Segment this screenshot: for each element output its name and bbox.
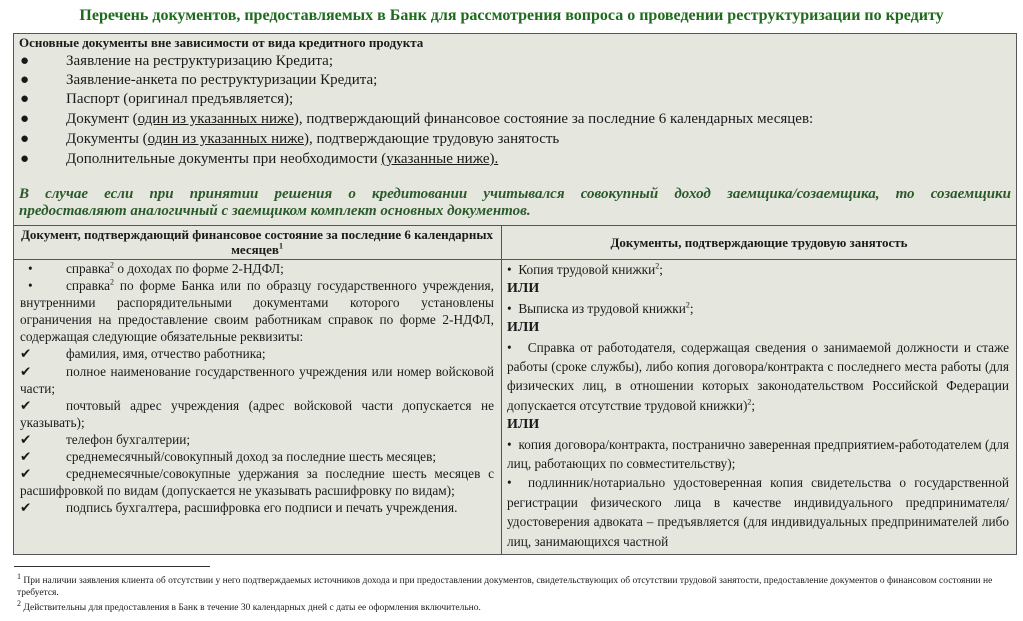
bullet-icon: •	[28, 261, 33, 276]
or-label: ИЛИ	[507, 281, 540, 297]
co-borrower-note: В случае если при принятии решения о кредитовании учитывался совокупный доход заемщика/созаемщика, то созаемщики предоставляют аналогичный с заемщиком комплект основных документов.	[19, 186, 1011, 219]
basic-documents-section	[14, 34, 1016, 225]
list-item: • подлинник/нотариально удостоверенная копия свидетельства о государственной регистрации физического лица в качестве индивидуального предпринимателя/удостоверения адвоката – предъявляется (для индивидуальных предпринимателей либо лиц, занимающихся частной	[507, 475, 1009, 549]
bullet-icon: ●	[20, 151, 30, 167]
checkmark-icon: ✔	[20, 466, 32, 482]
checkmark-icon: ✔	[20, 346, 32, 362]
list-item: • справка$^2$ по форме Банка или по образцу государственного учреждения, внутренними распорядительными документами которого установлены ограничения на предоставление своим работникам справок по форме 2-НДФЛ, содержащая следующие обязательные реквизиты:	[20, 277, 494, 345]
bullet-icon: •	[507, 300, 519, 316]
right-column-header: Документы, подтверждающие трудовую занятость	[610, 235, 908, 250]
check-item: ✔ почтовый адрес учреждения (адрес войсковой части допускается не указывать);	[20, 397, 494, 430]
check-item: ✔ фамилия, имя, отчество работника;	[20, 346, 266, 362]
check-item: ✔ телефон бухгалтерии;	[20, 431, 191, 447]
or-label: ИЛИ	[507, 417, 540, 433]
footnote-2: $^2$ Действительны для предоставления в Банк в течение 30 календарных дней с даты ее оформления включительно.	[17, 598, 481, 613]
bullet-icon: •	[507, 262, 519, 277]
list-item: • Копия трудовой книжки$^2$;	[507, 261, 663, 277]
documents-table	[13, 33, 1017, 555]
bullet-icon: ●	[20, 53, 30, 69]
footnote-separator	[14, 566, 210, 567]
list-item: • справка$^2$ о доходах по форме 2-НДФЛ;	[20, 260, 494, 277]
footnote-1: $^1$ При наличии заявления клиента об отсутствии у него подтверждаемых источников дохода и при предоставлении документов, свидетельствующих об отсутствии трудовой занятости, предоставление документов о финансовом состоянии не требуется.	[17, 571, 993, 598]
column-divider	[501, 225, 502, 554]
link-below[interactable]: один из указанных ниже	[137, 111, 294, 127]
page-title: Перечень документов, предоставляемых в Банк для рассмотрения вопроса о проведении реструктуризации по кредиту	[79, 7, 944, 24]
checkmark-icon: ✔	[20, 397, 32, 413]
list-item-text: Заявление-анкета по реструктуризации Кредита;	[66, 72, 378, 88]
list-item: • копия договора/контракта, постранично заверенная предприятием-работодателем (для лиц, работающих по совместительству);	[507, 436, 1009, 472]
left-column-header: Документ, подтверждающий финансовое состояние за последние 6 календарных месяцев$^1$	[20, 227, 494, 257]
list-item: • Справка от работодателя, содержащая сведения о занимаемой должности и стаже работы (сроке службы), либо копия договора/контракта с последнего места работы (для физических лиц, в отношении которых законодательством Российской Федерации допускается отсутствие трудовой книжки)$^2$;	[507, 339, 1009, 413]
financial-documents-cell	[20, 260, 494, 516]
bullet-icon: ●	[20, 91, 30, 107]
check-item: ✔ среднемесячные/совокупные удержания за последние шесть месяцев с расшифровкой по видам (допускается не указывать расшифровку по видам);	[20, 466, 494, 499]
bullet-icon: ●	[20, 111, 30, 127]
link-below[interactable]: (указанные ниже).	[381, 151, 499, 167]
divider	[14, 225, 1016, 226]
check-item: ✔ полное наименование государственного учреждения или номер войсковой части;	[20, 363, 494, 396]
checkmark-icon: ✔	[20, 363, 32, 379]
bullet-icon: ●	[20, 131, 30, 147]
checkmark-icon: ✔	[20, 449, 32, 465]
check-item: ✔ подпись бухгалтера, расшифровка его подписи и печать учреждения.	[20, 500, 458, 516]
list-item-text: Документ (один из указанных ниже), подтверждающий финансовое состояние за последние 6 календарных месяцев:	[66, 111, 814, 127]
list-item: • Выписка из трудовой книжки$^2$;	[507, 300, 694, 316]
list-item-text: Заявление на реструктуризацию Кредита;	[66, 53, 333, 69]
check-item: ✔ среднемесячный/совокупный доход за последние шесть месяцев;	[20, 449, 437, 465]
bullet-icon: •	[507, 436, 519, 452]
bullet-icon: •	[507, 475, 529, 491]
or-label: ИЛИ	[507, 320, 540, 336]
link-below[interactable]: один из указанных ниже	[147, 131, 304, 147]
list-item-text: Паспорт (оригинал предъявляется);	[66, 91, 294, 107]
checkmark-icon: ✔	[20, 431, 32, 447]
list-item-text: Дополнительные документы при необходимости (указанные ниже).	[66, 151, 499, 167]
section-heading: Основные документы вне зависимости от вида кредитного продукта	[19, 35, 424, 50]
bullet-icon: •	[28, 278, 33, 294]
employment-documents-cell	[507, 260, 1009, 551]
bullet-icon: ●	[20, 72, 30, 88]
list-item-text: Документы (один из указанных ниже), подтверждающие трудовую занятость	[66, 131, 560, 147]
checkmark-icon: ✔	[20, 500, 32, 516]
bullet-icon: •	[507, 339, 528, 355]
